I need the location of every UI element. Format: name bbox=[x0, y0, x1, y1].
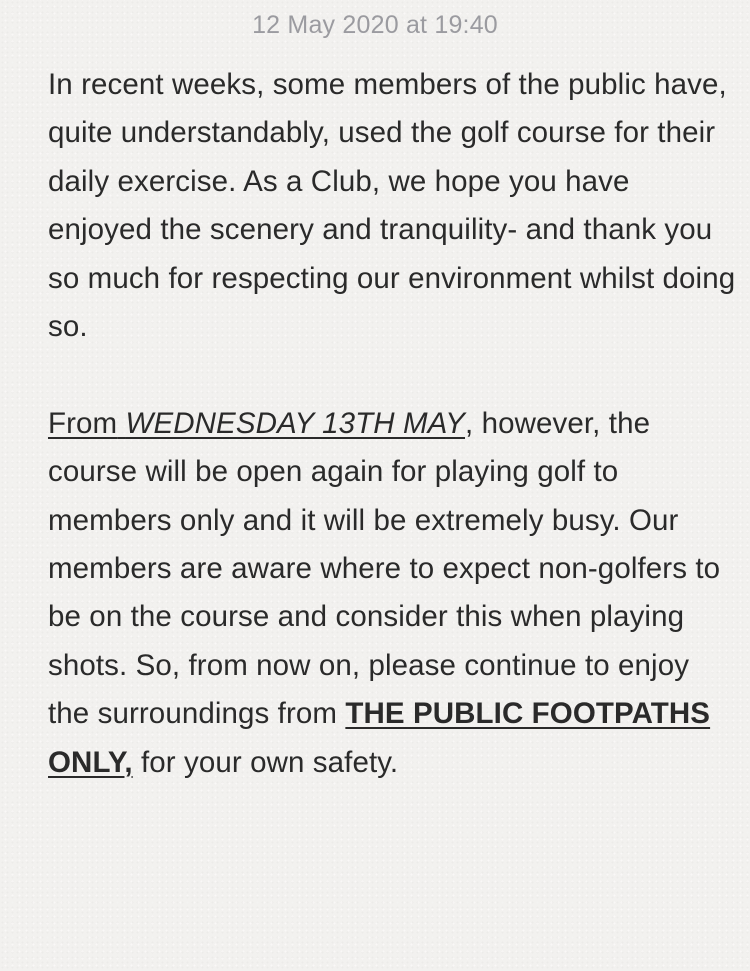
paragraph-spacer bbox=[48, 351, 738, 399]
reopening-date: WEDNESDAY 13TH MAY bbox=[125, 406, 466, 440]
note-paragraph-2 bbox=[48, 400, 738, 787]
paragraph-2-closing: for your own safety. bbox=[132, 745, 399, 779]
note-body[interactable] bbox=[48, 61, 738, 787]
note-paragraph-1: In recent weeks, some members of the public have, quite understandably, used the golf course for their daily exercise. As a Club, we hope you have enjoyed the scenery and tranquility- and thank you so much for respecting our environment whilst doing so. bbox=[48, 68, 736, 344]
paragraph-2-text: , however, the course will be open again for playing golf to members only and it will be extremely busy. Our members are aware where to expect non-golfers to be on the course and consider this when playing shots. So, from now on, please continue to enjoy the surroundings from bbox=[48, 406, 721, 731]
footpaths-emphasis: THE PUBLIC FOOTPATHS ONLY, bbox=[48, 697, 711, 779]
note-timestamp: 12 May 2020 at 19:40 bbox=[252, 11, 498, 39]
from-word: From bbox=[48, 406, 118, 440]
